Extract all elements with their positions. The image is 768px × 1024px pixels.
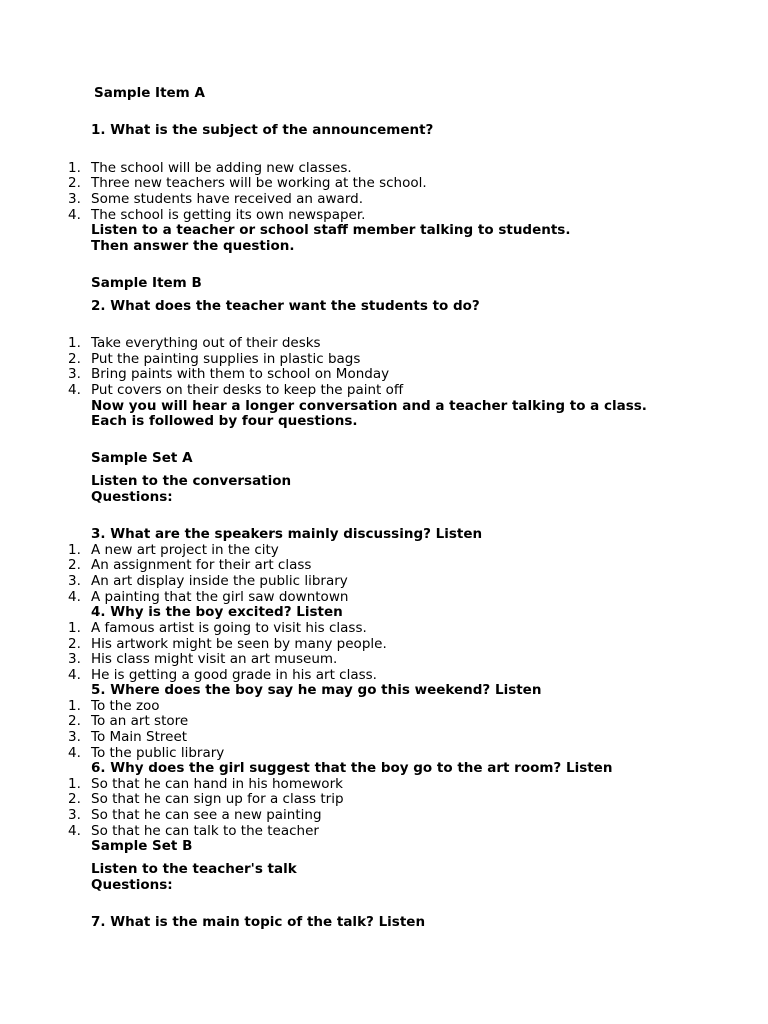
questions-label: Questions: (91, 877, 173, 893)
question-3: 3. What are the speakers mainly discussing? Listen (91, 526, 483, 542)
q5-option-1: To the zoo (91, 698, 160, 714)
q5-option-2: To an art store (91, 713, 189, 729)
option-number: 1. (68, 620, 81, 636)
q2-option-1: Take everything out of their desks (91, 335, 321, 351)
option-number: 4. (68, 745, 81, 761)
q4-option-2: His artwork might be seen by many people. (91, 636, 387, 652)
option-number: 2. (68, 557, 81, 573)
option-number: 3. (68, 366, 81, 382)
question-6: 6. Why does the girl suggest that the boy go to the art room? Listen (91, 760, 613, 776)
q2-option-2: Put the painting supplies in plastic bags (91, 351, 361, 367)
option-number: 4. (68, 667, 81, 683)
option-number: 2. (68, 713, 81, 729)
q1-option-1: The school will be adding new classes. (91, 160, 352, 176)
q4-option-1: A famous artist is going to visit his class. (91, 620, 367, 636)
question-5: 5. Where does the boy say he may go this weekend? Listen (91, 682, 542, 698)
sample-set-b-heading: Sample Set B (91, 838, 193, 854)
q1-option-4: The school is getting its own newspaper. (91, 207, 366, 223)
q5-option-3: To Main Street (91, 729, 188, 745)
option-number: 1. (68, 160, 81, 176)
option-number: 2. (68, 351, 81, 367)
q6-option-1: So that he can hand in his homework (91, 776, 343, 792)
option-number: 3. (68, 191, 81, 207)
question-1: 1. What is the subject of the announcement? (91, 122, 434, 138)
option-number: 3. (68, 729, 81, 745)
instruction-line: Listen to a teacher or school staff member talking to students. (91, 222, 571, 238)
option-number: 2. (68, 175, 81, 191)
q2-option-3: Bring paints with them to school on Monday (91, 366, 390, 382)
option-number: 3. (68, 651, 81, 667)
instruction-line: Each is followed by four questions. (91, 413, 358, 429)
q1-option-2: Three new teachers will be working at the school. (91, 175, 427, 191)
option-number: 3. (68, 807, 81, 823)
option-number: 1. (68, 698, 81, 714)
q6-option-3: So that he can see a new painting (91, 807, 322, 823)
q6-option-4: So that he can talk to the teacher (91, 823, 319, 839)
option-number: 2. (68, 791, 81, 807)
q4-option-4: He is getting a good grade in his art class. (91, 667, 377, 683)
q2-option-4: Put covers on their desks to keep the paint off (91, 382, 404, 398)
option-number: 1. (68, 335, 81, 351)
question-2: 2. What does the teacher want the students to do? (91, 298, 480, 314)
q3-option-1: A new art project in the city (91, 542, 279, 558)
option-number: 1. (68, 542, 81, 558)
q3-option-4: A painting that the girl saw downtown (91, 589, 349, 605)
sample-item-b-heading: Sample Item B (91, 275, 202, 291)
question-4: 4. Why is the boy excited? Listen (91, 604, 343, 620)
listen-instruction: Listen to the teacher's talk (91, 861, 297, 877)
q1-option-3: Some students have received an award. (91, 191, 363, 207)
option-number: 4. (68, 589, 81, 605)
questions-label: Questions: (91, 489, 173, 505)
q4-option-3: His class might visit an art museum. (91, 651, 338, 667)
q6-option-2: So that he can sign up for a class trip (91, 791, 344, 807)
sample-item-a-heading: Sample Item A (94, 85, 205, 101)
q5-option-4: To the public library (91, 745, 225, 761)
option-number: 3. (68, 573, 81, 589)
option-number: 2. (68, 636, 81, 652)
instruction-line: Then answer the question. (91, 238, 295, 254)
option-number: 4. (68, 207, 81, 223)
instruction-line: Now you will hear a longer conversation and a teacher talking to a class. (91, 398, 647, 414)
q3-option-2: An assignment for their art class (91, 557, 312, 573)
q3-option-3: An art display inside the public library (91, 573, 348, 589)
option-number: 1. (68, 776, 81, 792)
sample-set-a-heading: Sample Set A (91, 450, 193, 466)
option-number: 4. (68, 823, 81, 839)
listen-instruction: Listen to the conversation (91, 473, 292, 489)
question-7: 7. What is the main topic of the talk? Listen (91, 914, 426, 930)
option-number: 4. (68, 382, 81, 398)
